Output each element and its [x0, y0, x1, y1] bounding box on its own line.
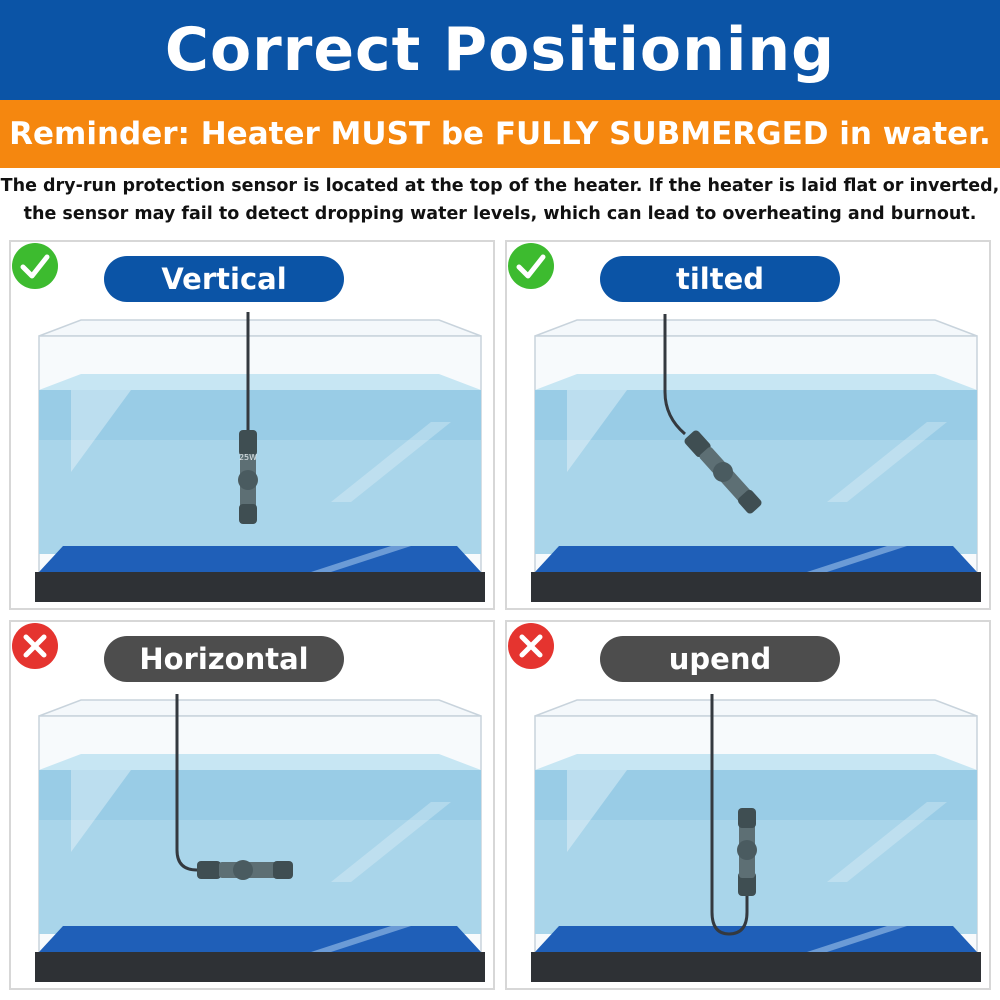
panel-vertical: [9, 240, 495, 610]
label-upend: upend: [600, 636, 840, 682]
label-horizontal: Horizontal: [104, 636, 344, 682]
label-vertical: Vertical: [104, 256, 344, 302]
page-title: Correct Positioning: [164, 15, 836, 85]
panel-horizontal: [9, 620, 495, 990]
wattage-label: 25W: [238, 453, 258, 462]
label-tilted: tilted: [600, 256, 840, 302]
check-icon: [507, 242, 555, 290]
description-line-1: The dry-run protection sensor is located at the top of the heater. If the heater is laid flat or inverted,: [0, 176, 1000, 196]
reminder-bar: [0, 100, 1000, 168]
cross-icon: [507, 622, 555, 670]
check-icon: [11, 242, 59, 290]
title-bar: [0, 0, 1000, 100]
description: [0, 172, 1000, 228]
panel-upend: [505, 620, 991, 990]
panel-tilted: [505, 240, 991, 610]
reminder-text: Reminder: Heater MUST be FULLY SUBMERGED in water.: [9, 116, 991, 152]
description-line-2: the sensor may fail to detect dropping water levels, which can lead to overheating and burnout.: [23, 204, 977, 224]
cross-icon: [11, 622, 59, 670]
